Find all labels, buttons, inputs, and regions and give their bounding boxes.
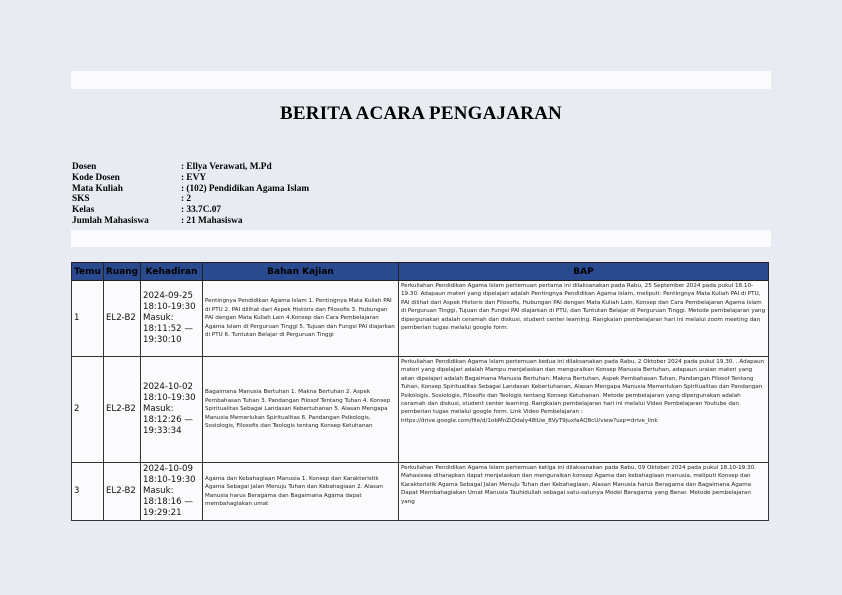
cell-temu: 2: [72, 357, 104, 463]
cell-kehadiran: 2024-10-09 18:10-19:30 Masuk: 18:18:16 —19:29:21: [141, 463, 203, 521]
cell-ruang: EL2-B2: [104, 463, 141, 521]
info-label: Jumlah Mahasiswa: [72, 215, 149, 226]
page-title: BERITA ACARA PENGAJARAN: [280, 103, 562, 124]
info-value: : Ellya Verawati, M.Pd: [181, 162, 272, 172]
info-label: Dosen: [72, 162, 97, 172]
cell-ruang: EL2-B2: [104, 357, 141, 463]
info-row-kode-dosen: [72, 173, 309, 184]
info-label: Kelas: [72, 205, 95, 216]
table-row: [72, 463, 769, 521]
info-value: : EVY: [181, 172, 207, 183]
table-row: [72, 357, 769, 463]
cell-temu: 1: [72, 281, 104, 357]
course-info: [72, 162, 309, 227]
header-kehadiran: Kehadiran: [141, 263, 203, 281]
header-ruang: Ruang: [104, 263, 141, 281]
info-row-jumlah-mahasiswa: [72, 216, 309, 227]
cell-kehadiran: 2024-10-02 18:10-19:30 Masuk: 18:12:26 —19:33:34: [141, 357, 203, 463]
info-value: : 2: [181, 194, 192, 205]
bap-text: Perkuliahan Pendidikan Agama Islam pertemuan ketiga ini dilaksanakan pada Rabu, 09 Oktober 2024 pada pukul 18.10-19.30. Mahasiswa diharapkan dapat menjelaskan dan menguraikan konsep Agama dan kebahagiaan manusia, meliputi Konsep dan Karakteristik Agama Sebagai Jalan Menuju Tuhan dan Kebahagiaan, Alasan Manusia harus Beragama dan Bagaimana Agama Dapat Membahagiakan Umat Manusia Tauhidullah sebagai satu-satunya Model Beragama yang Benar. Metode pembelajaran yang: [401, 465, 756, 505]
info-value: : (102) Pendidikan Agama Islam: [181, 183, 310, 194]
table-row: [72, 281, 769, 357]
cell-temu: 3: [72, 463, 104, 521]
info-label: Kode Dosen: [72, 172, 120, 183]
info-row-kelas: [72, 205, 309, 216]
cell-bahan-kajian: Agama dan Kebahagiaan Manusia 1. Konsep dan Karakteristik Agama Sebagai Jalan Menuju Tuhan dan Kebahagiaan 2. Alasan Manusia harus Beragama dan Bagaimana Agama dapat membahagiakan umat: [203, 463, 399, 521]
header-band: [71, 71, 771, 89]
cell-bap: [399, 463, 769, 521]
teaching-log-table: [71, 262, 769, 521]
cell-bahan-kajian: Bagaimana Manusia Bertuhan 1. Makna Bertuhan 2. Aspek Pembahasan Tuhan 3. Pandangan Filosof Tentang Tuhan 4. Konsep Spiritualitas Sebagai Landasan Kebertuhanan 5. Alasan Mengapa Manusia Memerlukan Spiritualitas 6. Pandangan Psikologis, Sosiologis, Filosofis dan Teologis tentang Konsep Ketuhanan: [203, 357, 399, 463]
separator-band: [71, 230, 771, 247]
cell-kehadiran: 2024-09-25 18:10-19:30 Masuk: 18:11:52 —19:30:10: [141, 281, 203, 357]
info-row-mata-kuliah: [72, 184, 309, 195]
info-value: : 21 Mahasiswa: [181, 215, 243, 226]
cell-bahan-kajian: Pentingnya Pendidikan Agama Islam 1. Pentingnya Mata Kuliah PAI di PTU 2. PAI dilihat dari Aspek Historis dan Filosofis 3. Hubungan PAI dengan Mata Kuliah Lain 4.Konsep dan Cara Pembelajaran Agama Islam di Perguruan Tinggi 5. Tujuan dan Fungsi PAI diajarkan di PTU 6. Tuntutan Belajar di Perguruan Tinggi: [203, 281, 399, 357]
info-row-sks: [72, 194, 309, 205]
info-row-dosen: [72, 162, 309, 173]
header-bahan-kajian: Bahan Kajian: [203, 263, 399, 281]
table-header-row: [72, 263, 769, 281]
header-bap: BAP: [399, 263, 769, 281]
cell-ruang: EL2-B2: [104, 281, 141, 357]
cell-bap: Perkuliahan Pendidikan Agama Islam pertemuan kedua ini dilaksanakan pada Rabu, 2 Oktober 2024 pada pukul 19.30. . Adapaun materi yang dipelajari adalah Mampu menjelaskan dan menguraikan Konsep Manusia Bertuhan, adapaun uraian materi yang akan dipelajari adalah Bagaimana Manusia Bertuhan: Makna Bertuhan, Aspek Pembahasan Tuhan, Pandangan Filosof Tentang Tuhan, Konsep Spiritualitas Sebagai Landasan Kebertuhanan, Alasan Mengapa Manusia Memerlukan Spiritualitas dan Pandangan Psikologis, Sosiologis, Filosofis dan Teologis tentang Konsep Ketuhanan. Metode pembelajaran yang dipergunakan adalah ceramah dan diskusi, student center learning. Rangkaian pembelajaran hari ini melalui Video Pembelajaran Youtube dan pemberian tugas melalui google form. Link Video Pembelajaran : https://drive.google.com/file/d/1obMnZiQdaIy48lUw_8VyT9juxfaAQ8cU/view?usp=drive_link: [399, 357, 769, 463]
cell-bap: Perkuliahan Pendidikan Agama Islam pertemuan pertama ini dilaksanakan pada Rabu, 25 September 2024 pada pukul 18.10-19.30. Adapaun materi yang dipelajari adalah Pentingnya Pendidikan Agama Islam, meliputi: Pentingnya Mata Kuliah PAI di PTU, PAI dilihat dari Aspek Historis dan Filosofis, Hubungan PAI dengan Mata Kuliah Lain, Konsep dan Cara Pembelajaran Agama Islam di Perguruan Tinggi, Tujuan dan Fungsi PAI diajarkan di PTU, dan Tuntutan Belajar di Perguruan Tinggi. Metode pembelajaran yang dipergunakan adalah ceramah dan diskusi, student center learning. Rangkaian pembelajaran hari ini melalui zoom meeting dan pemberian tugas melalui google form.: [399, 281, 769, 357]
info-label: SKS: [72, 194, 90, 205]
header-temu: Temu: [72, 263, 104, 281]
info-value: : 33.7C.07: [181, 205, 222, 216]
info-label: Mata Kuliah: [72, 183, 123, 194]
